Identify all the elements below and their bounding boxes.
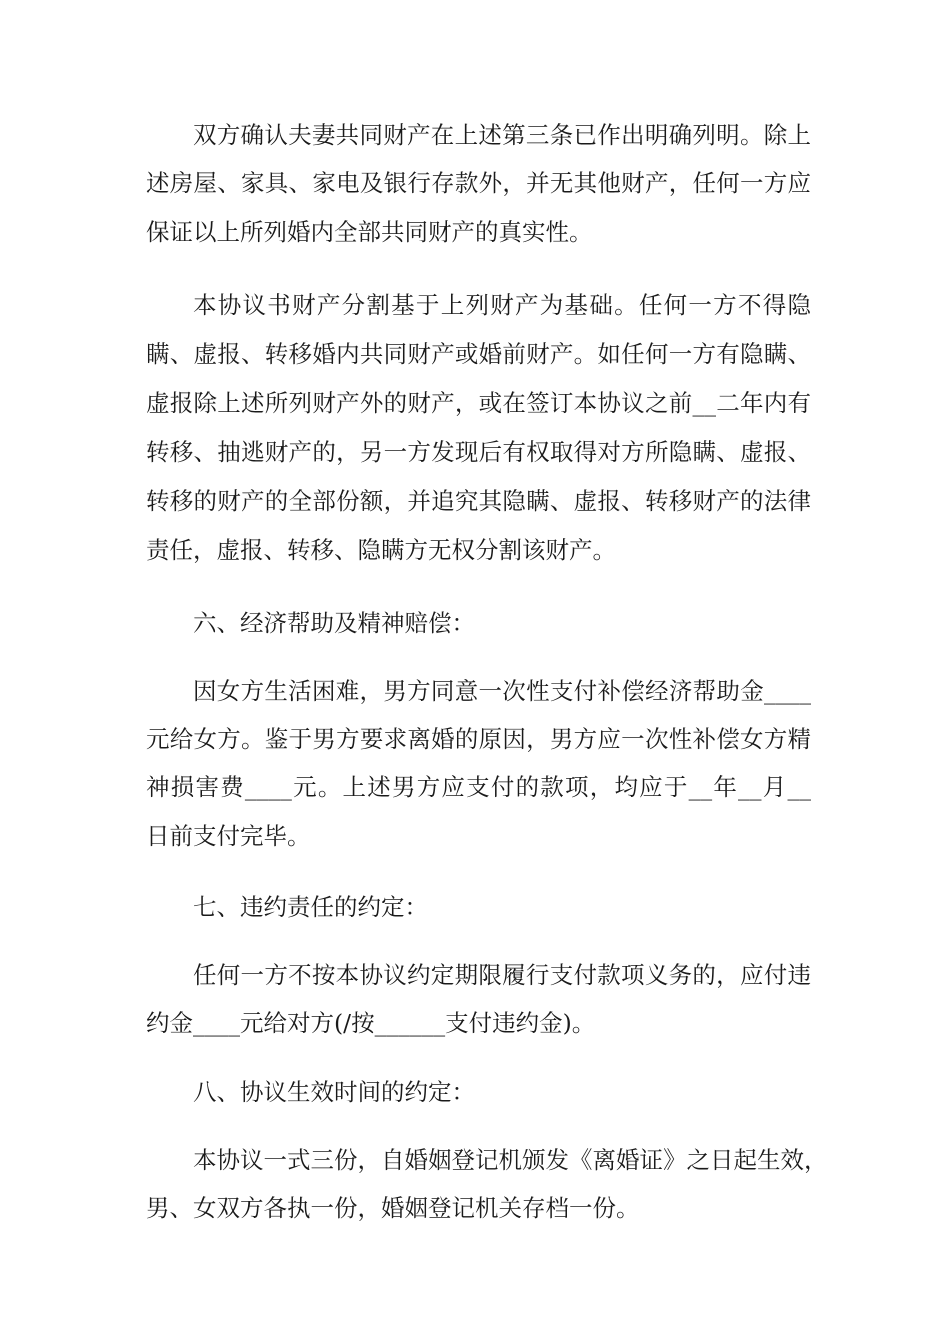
paragraph-4-line-1: 任何一方不按本协议约定期限履行支付款项义务的，应付违 <box>193 961 811 989</box>
paragraph-3-line-1: 因女方生活困难，男方同意一次性支付补偿经济帮助金____ <box>193 677 811 705</box>
section-heading-7: 七、违约责任的约定： <box>193 893 428 921</box>
paragraph-2-line-3: 虚报除上述所列财产外的财产，或在签订本协议之前__二年内有 <box>146 389 811 417</box>
paragraph-3-line-3: 神损害费____元。上述男方应支付的款项，均应于__年__月__ <box>146 773 811 801</box>
paragraph-2-line-1: 本协议书财产分割基于上列财产为基础。任何一方不得隐 <box>193 291 811 319</box>
paragraph-1-line-2: 述房屋、家具、家电及银行存款外，并无其他财产，任何一方应 <box>146 169 811 197</box>
section-heading-6: 六、经济帮助及精神赔偿： <box>193 609 475 637</box>
paragraph-5-line-1: 本协议一式三份，自婚姻登记机颁发《离婚证》之日起生效， <box>193 1146 828 1174</box>
section-heading-8: 八、协议生效时间的约定： <box>193 1078 475 1106</box>
paragraph-1-line-3: 保证以上所列婚内全部共同财产的真实性。 <box>146 218 593 246</box>
paragraph-5-line-2: 男、女双方各执一份，婚姻登记机关存档一份。 <box>146 1194 640 1222</box>
paragraph-2-line-2: 瞒、虚报、转移婚内共同财产或婚前财产。如任何一方有隐瞒、 <box>146 340 811 368</box>
paragraph-3-line-4: 日前支付完毕。 <box>146 822 311 850</box>
paragraph-1-line-1: 双方确认夫妻共同财产在上述第三条已作出明确列明。除上 <box>193 121 811 149</box>
paragraph-2-line-6: 责任，虚报、转移、隐瞒方无权分割该财产。 <box>146 536 616 564</box>
paragraph-3-line-2: 元给女方。鉴于男方要求离婚的原因，男方应一次性补偿女方精 <box>146 725 811 753</box>
paragraph-2-line-5: 转移的财产的全部份额，并追究其隐瞒、虚报、转移财产的法律 <box>146 487 811 515</box>
paragraph-4-line-2: 约金____元给对方(/按______支付违约金)。 <box>146 1009 596 1037</box>
paragraph-2-line-4: 转移、抽逃财产的，另一方发现后有权取得对方所隐瞒、虚报、 <box>146 438 811 466</box>
